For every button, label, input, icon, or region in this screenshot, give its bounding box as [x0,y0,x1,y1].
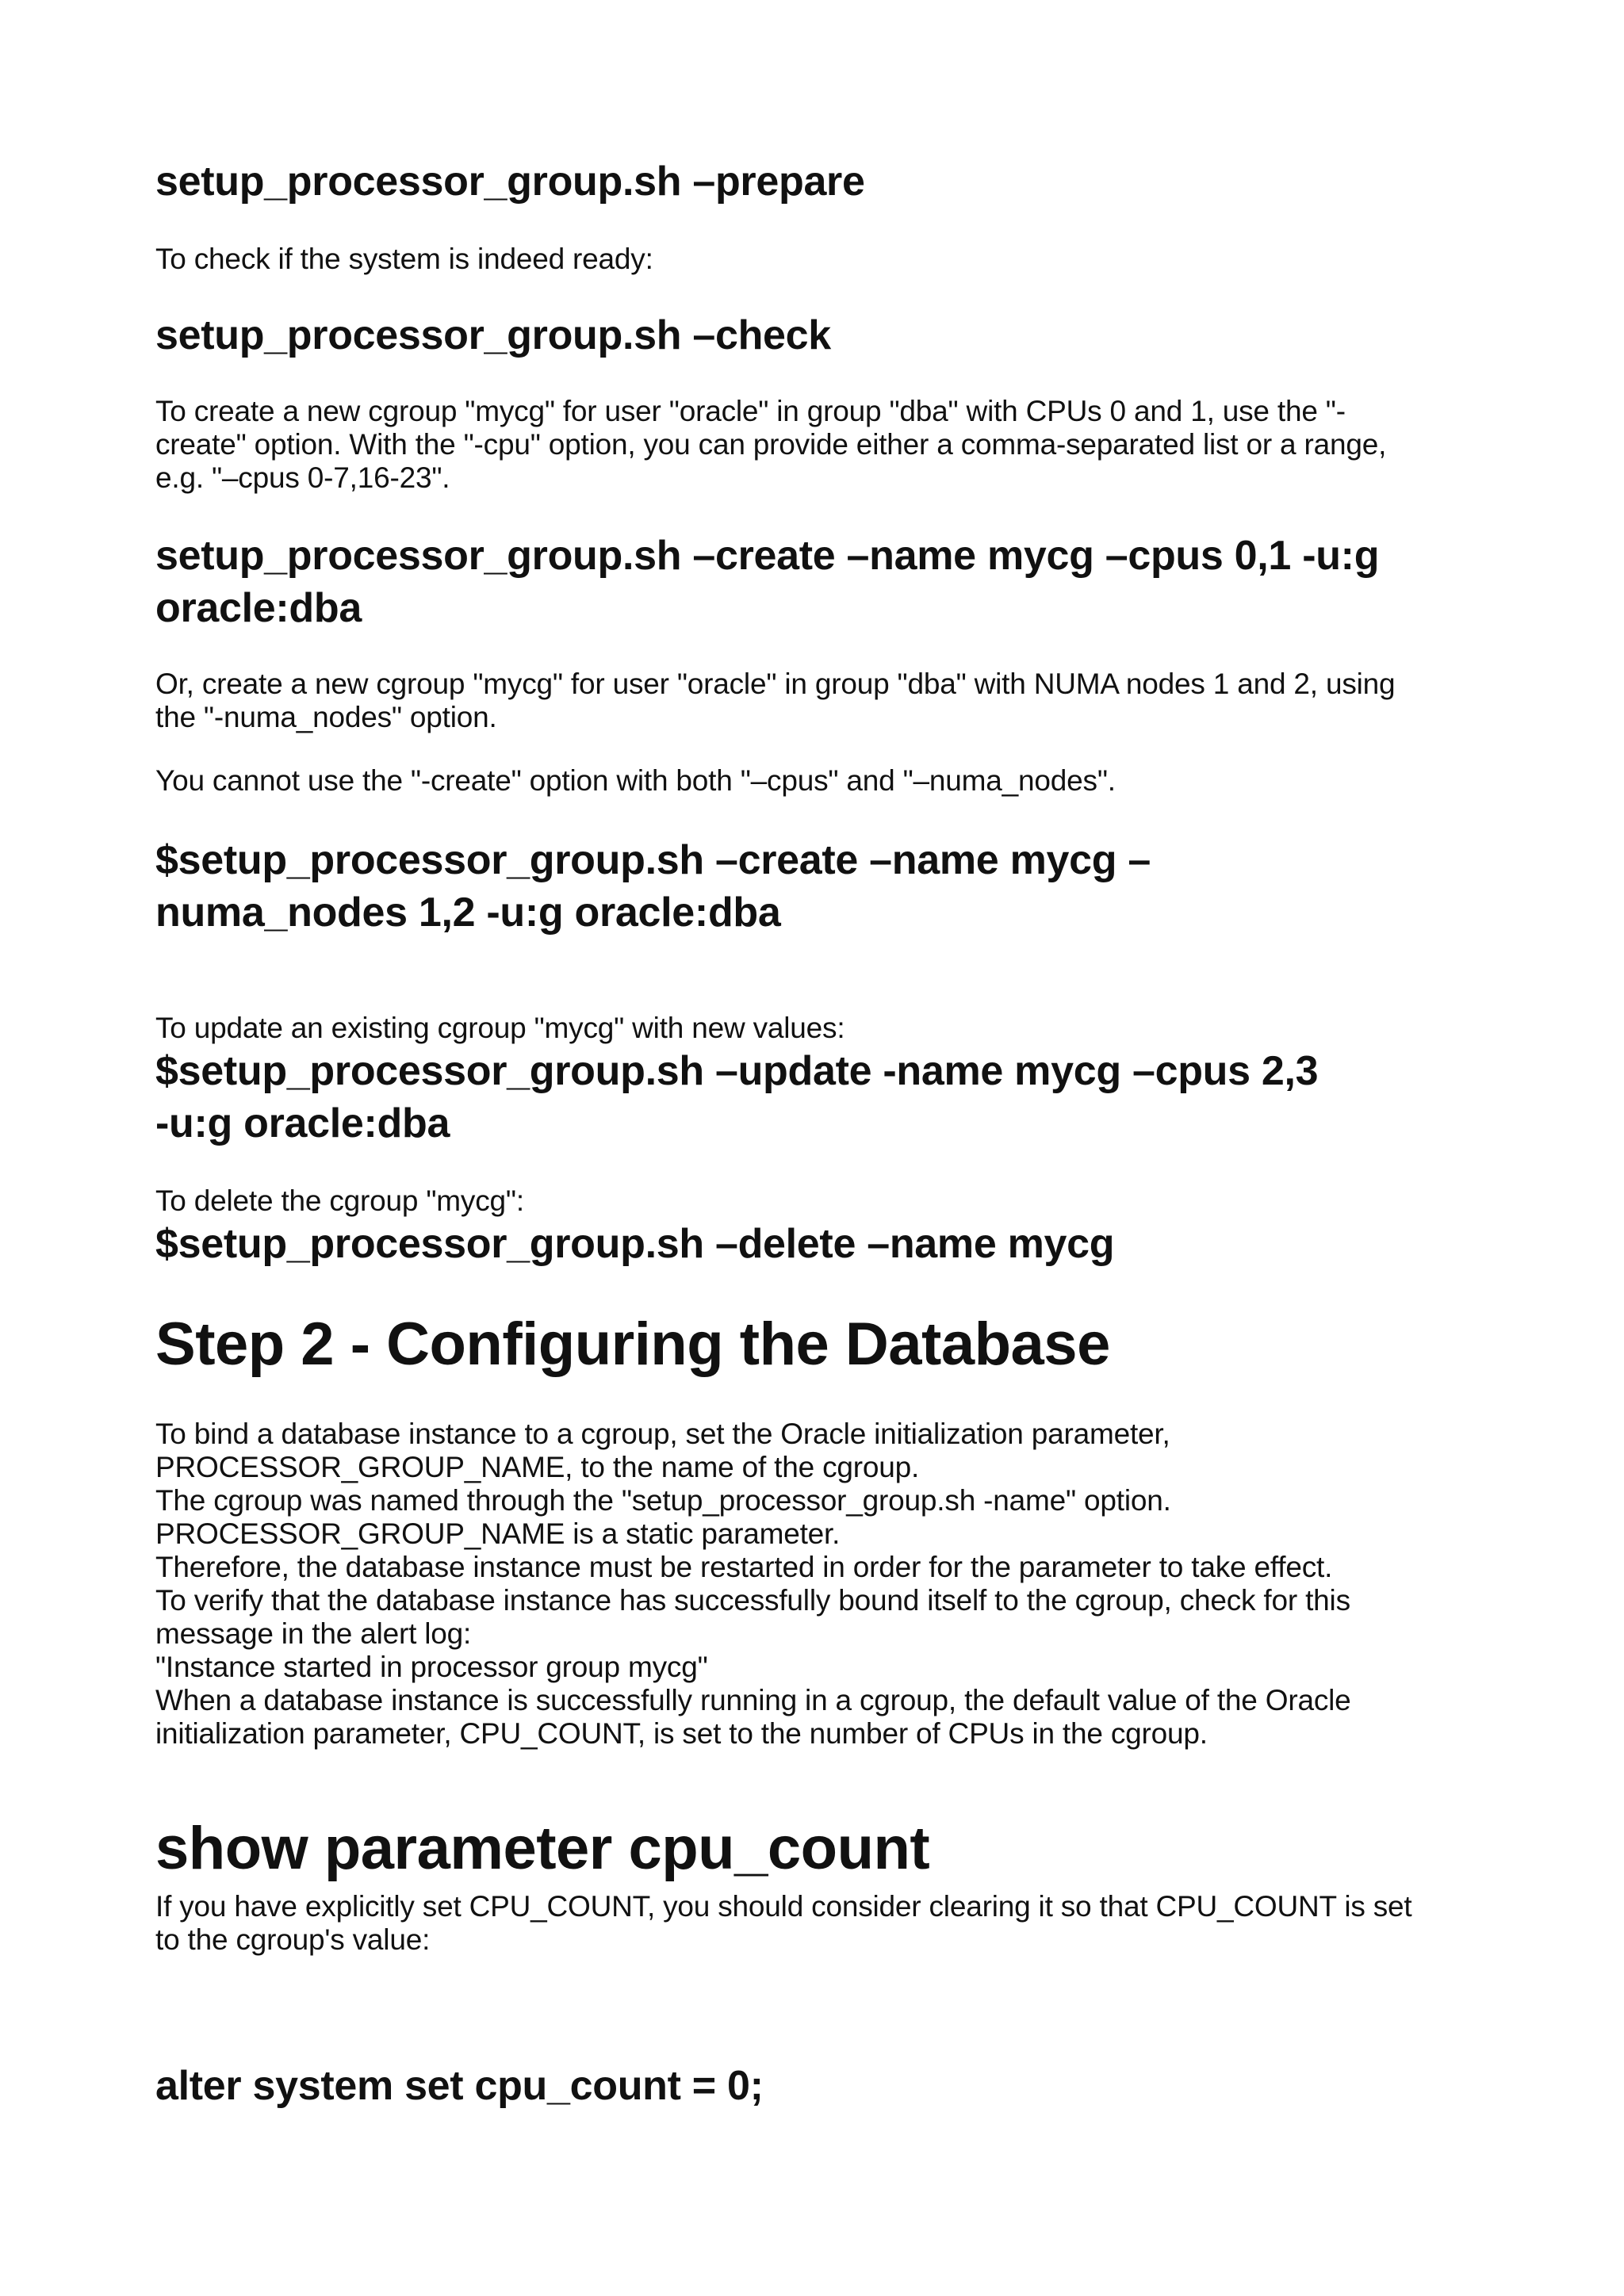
paragraph-line: PROCESSOR_GROUP_NAME is a static parameter. [155,1517,841,1550]
heading-show-parameter: show parameter cpu_count [155,1815,930,1882]
paragraph-create-numa [155,668,1395,734]
command-alter-system: alter system set cpu_count = 0; [155,2063,764,2109]
paragraph-line: The cgroup was named through the "setup_processor_group.sh -name" option. [155,1484,1171,1517]
text-check-ready: To check if the system is indeed ready: [155,243,653,275]
paragraph-line: the "-numa_nodes" option. [155,701,497,733]
paragraph-cpu-count [155,1890,1412,1957]
text-create-warning: You cannot use the "-create" option with both "–cpus" and "–numa_nodes". [155,764,1116,797]
command-create-numa [155,834,1151,939]
paragraph-configure-database [155,1418,1351,1751]
command-line: $setup_processor_group.sh –update -name mycg –cpus 2,3 [155,1048,1319,1094]
paragraph-line: message in the alert log: [155,1617,472,1650]
command-prepare: setup_processor_group.sh –prepare [155,159,865,205]
paragraph-line: To bind a database instance to a cgroup, set the Oracle initialization parameter, [155,1418,1170,1450]
command-check: setup_processor_group.sh –check [155,312,831,358]
command-line: setup_processor_group.sh –create –name mycg –cpus 0,1 -u:g [155,533,1380,579]
paragraph-line: If you have explicitly set CPU_COUNT, you should consider clearing it so that CPU_COUNT is set [155,1890,1412,1923]
paragraph-line: To verify that the database instance has successfully bound itself to the cgroup, check for this [155,1584,1350,1617]
paragraph-line: When a database instance is successfully running in a cgroup, the default value of the Oracle [155,1684,1351,1716]
paragraph-create-cpus [155,395,1386,495]
paragraph-line: initialization parameter, CPU_COUNT, is set to the number of CPUs in the cgroup. [155,1717,1208,1750]
command-create-cpus [155,530,1379,634]
paragraph-line: Or, create a new cgroup "mycg" for user "oracle" in group "dba" with NUMA nodes 1 and 2, using [155,668,1396,700]
paragraph-line: "Instance started in processor group mycg" [155,1651,708,1683]
text-update-intro: To update an existing cgroup "mycg" with new values: [155,1012,845,1044]
text-delete-intro: To delete the cgroup "mycg": [155,1184,524,1217]
command-line: -u:g oracle:dba [155,1100,450,1146]
command-line: $setup_processor_group.sh –create –name mycg – [155,837,1151,883]
heading-step-2: Step 2 - Configuring the Database [155,1311,1110,1378]
paragraph-line: PROCESSOR_GROUP_NAME, to the name of the cgroup. [155,1451,920,1483]
command-update [155,1045,1318,1150]
paragraph-line: to the cgroup's value: [155,1923,431,1956]
command-line: oracle:dba [155,585,362,631]
command-line: numa_nodes 1,2 -u:g oracle:dba [155,890,781,936]
paragraph-line: create" option. With the "-cpu" option, you can provide either a comma-separated list or a range, [155,428,1387,461]
paragraph-line: Therefore, the database instance must be restarted in order for the parameter to take effect. [155,1551,1333,1583]
paragraph-line: e.g. "–cpus 0-7,16-23". [155,461,450,494]
command-delete: $setup_processor_group.sh –delete –name mycg [155,1221,1115,1267]
paragraph-line: To create a new cgroup "mycg" for user "oracle" in group "dba" with CPUs 0 and 1, use the "- [155,395,1346,427]
